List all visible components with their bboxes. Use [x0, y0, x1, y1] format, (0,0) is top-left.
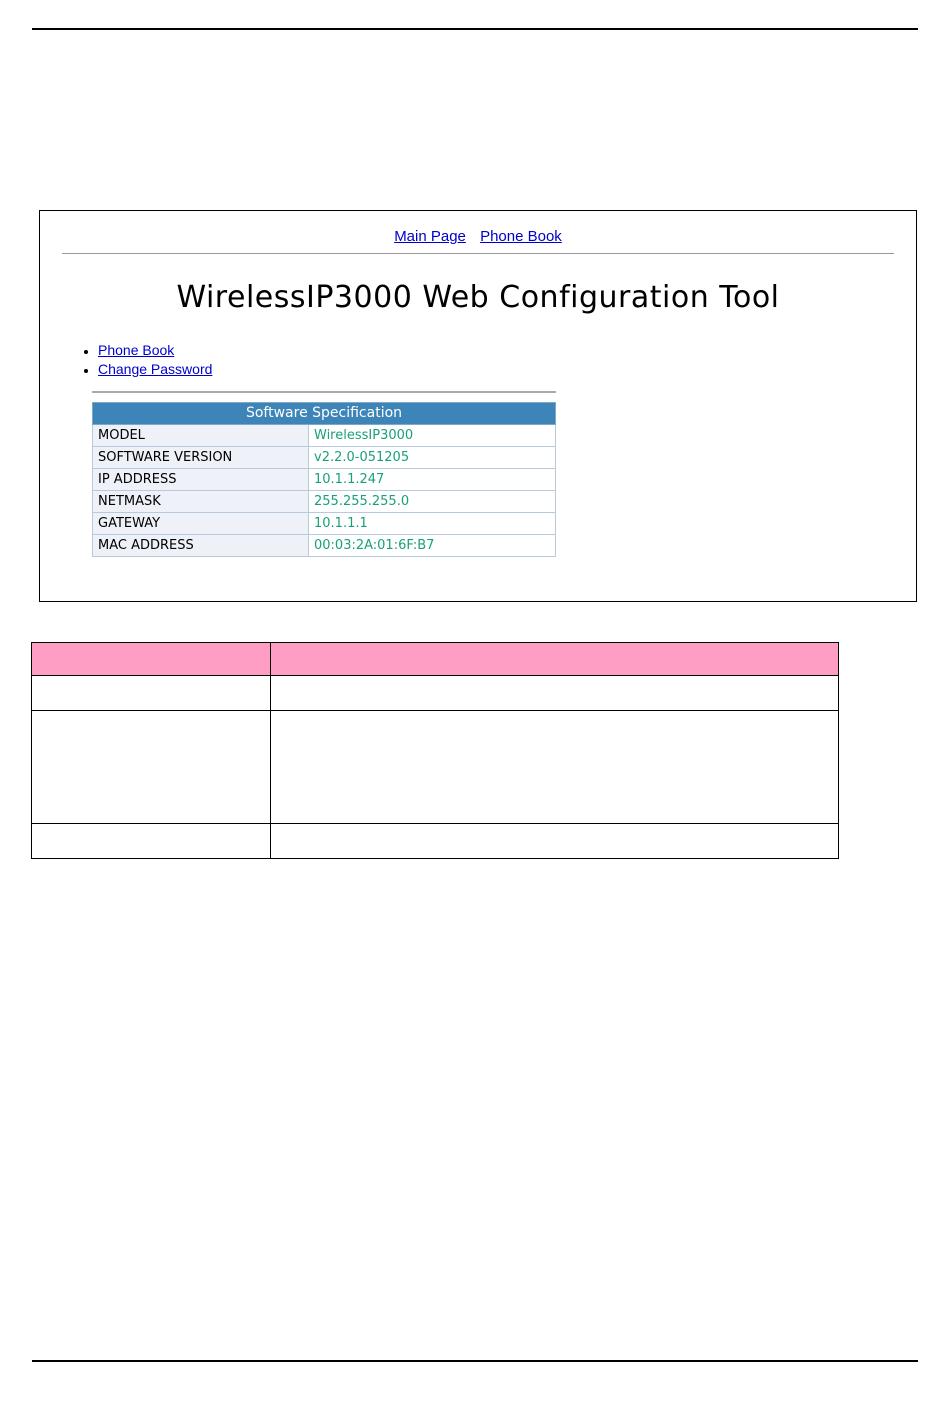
nav-link-phone-book[interactable]: Phone Book — [480, 228, 562, 245]
table-row — [93, 535, 556, 557]
page-rule-top — [32, 28, 918, 30]
caption-row-label — [32, 676, 271, 711]
spec-label-gateway: GATEWAY — [93, 513, 309, 535]
spec-value-model: WirelessIP3000 — [309, 425, 556, 447]
page-rule-bottom — [32, 1360, 918, 1362]
caption-row-label — [32, 824, 271, 859]
menu-link-list — [40, 341, 916, 379]
spec-section-divider — [92, 391, 556, 393]
table-header-row — [93, 403, 556, 425]
spec-value-gateway: 10.1.1.1 — [309, 513, 556, 535]
table-row — [93, 425, 556, 447]
table-header-row — [32, 643, 839, 676]
caption-header-label — [32, 643, 271, 676]
caption-row-label — [32, 711, 271, 824]
table-row — [32, 711, 839, 824]
software-specification-table — [92, 402, 556, 557]
spec-table-header: Software Specification — [93, 403, 556, 425]
spec-value-netmask: 255.255.255.0 — [309, 491, 556, 513]
navbar-divider — [62, 253, 894, 254]
caption-table — [31, 642, 839, 859]
table-row — [93, 513, 556, 535]
spec-label-netmask: NETMASK — [93, 491, 309, 513]
menu-link-change-password[interactable]: Change Password — [98, 361, 213, 377]
page-title: WirelessIP3000 Web Configuration Tool — [176, 280, 780, 315]
caption-row-value — [271, 711, 839, 824]
caption-row-value — [271, 676, 839, 711]
browser-screenshot-frame — [39, 210, 917, 602]
caption-row-value — [271, 824, 839, 859]
spec-label-mac-address: MAC ADDRESS — [93, 535, 309, 557]
table-row — [32, 824, 839, 859]
table-row — [93, 447, 556, 469]
spec-label-ip-address: IP ADDRESS — [93, 469, 309, 491]
table-row — [93, 469, 556, 491]
table-row — [93, 491, 556, 513]
list-item — [98, 360, 916, 379]
table-row — [32, 676, 839, 711]
navbar — [40, 211, 916, 245]
caption-header-value — [271, 643, 839, 676]
spec-label-software-version: SOFTWARE VERSION — [93, 447, 309, 469]
spec-value-software-version: v2.2.0-051205 — [309, 447, 556, 469]
list-item — [98, 341, 916, 360]
spec-label-model: MODEL — [93, 425, 309, 447]
spec-value-mac-address: 00:03:2A:01:6F:B7 — [309, 535, 556, 557]
menu-link-phone-book[interactable]: Phone Book — [98, 342, 175, 358]
spec-value-ip-address: 10.1.1.247 — [309, 469, 556, 491]
nav-link-main-page[interactable]: Main Page — [394, 228, 466, 245]
